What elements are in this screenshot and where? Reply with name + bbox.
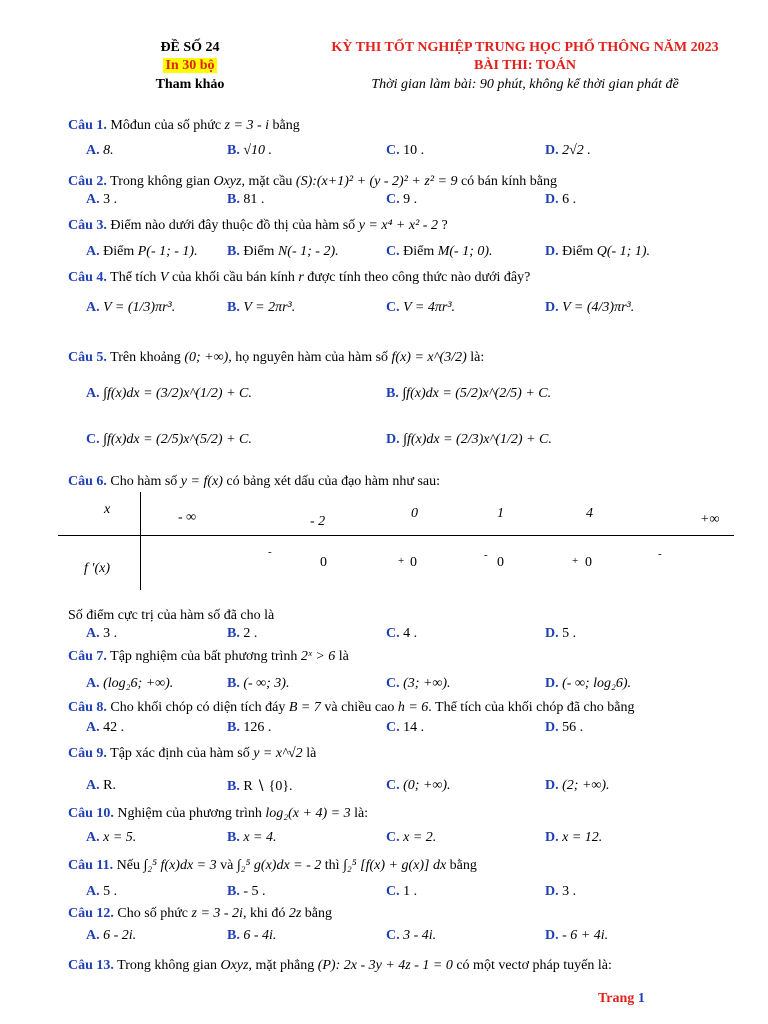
option-value: N(- 1; - 2). [277, 244, 339, 259]
option-d[interactable] [545, 192, 576, 208]
table-zero: 0 [497, 555, 504, 570]
option-c[interactable] [386, 143, 424, 159]
question-label: Câu 10. [68, 806, 114, 821]
option-label: C. [386, 928, 400, 943]
option-a[interactable] [86, 143, 114, 159]
option-label: D. [545, 300, 559, 315]
table-sign: + [572, 555, 579, 567]
option-b[interactable] [227, 143, 272, 159]
option-label: C. [386, 778, 400, 793]
option-c[interactable] [386, 300, 455, 316]
question-1 [68, 118, 300, 134]
option-value: 81 . [243, 192, 265, 207]
option-label: C. [386, 192, 400, 207]
option-c[interactable] [386, 778, 451, 794]
question-10 [68, 806, 368, 822]
option-value: 2 . [243, 626, 258, 641]
table-sign: - [484, 549, 488, 561]
table-x-value: - ∞ [178, 510, 197, 525]
option-label: D. [545, 778, 559, 793]
math-expr: ∫₂⁵ [f(x) + g(x)] dx [343, 858, 447, 873]
option-label: B. [227, 626, 240, 641]
math-expr: log₂(x + 4) = 3 [265, 806, 351, 821]
page-number: 1 [637, 991, 645, 1006]
question-tail: bằng [272, 118, 300, 133]
option-word: Điểm [103, 244, 135, 259]
option-word: Điểm [562, 244, 594, 259]
question-text: Điểm nào dưới đây thuộc đồ thị của hàm số [110, 218, 356, 233]
option-value: 14 . [403, 720, 425, 735]
math-expr: 2z [288, 906, 302, 921]
option-label: C. [386, 720, 400, 735]
option-value: (log₂6; +∞). [103, 676, 174, 691]
option-label: B. [227, 830, 240, 845]
question-label: Câu 1. [68, 118, 107, 133]
print-note: In 30 bộ [165, 58, 215, 73]
math-var: V [159, 270, 169, 285]
option-label: C. [386, 626, 400, 641]
option-value: x = 2. [403, 830, 437, 845]
table-derivative-head: f ′(x) [84, 561, 110, 576]
question-tail: được tính theo công thức nào dưới đây? [307, 270, 531, 285]
question-label: Câu 5. [68, 350, 107, 365]
option-value: 3 - 4i. [403, 928, 437, 943]
question-tail: bằng [449, 858, 477, 873]
table-x-value: 4 [586, 506, 593, 521]
question-text: Trong không gian [110, 174, 210, 189]
option-label: B. [227, 884, 240, 899]
option-label: C. [386, 676, 400, 691]
math-expr: 2ˣ > 6 [300, 649, 336, 664]
math-expr: z = 3 - i [224, 118, 269, 133]
question-label: Câu 9. [68, 746, 107, 761]
coordinate-space: Oxyz [213, 174, 242, 189]
option-value: 3 . [562, 884, 577, 899]
exam-code: ĐỀ SỐ 24 [160, 40, 220, 55]
question-7 [68, 649, 349, 665]
option-label: A. [86, 244, 100, 259]
subject-title: BÀI THI: TOÁN [474, 58, 576, 73]
coordinate-space: Oxyz [220, 958, 249, 973]
question-5 [68, 350, 484, 366]
option-value: V = 4πr³. [403, 300, 456, 315]
option-value: (2; +∞). [562, 778, 610, 793]
table-sign: - [268, 546, 272, 558]
math-expr: h = 6 [397, 700, 429, 715]
question-text: Cho khối chóp có diện tích đáy [110, 700, 286, 715]
option-value: 3 . [103, 192, 118, 207]
question-tail: ? [441, 218, 448, 233]
question-tail: có một vectơ pháp tuyến là: [456, 958, 612, 973]
question-6 [68, 474, 440, 490]
question-text: Nghiệm của phương trình [117, 806, 262, 821]
option-value: 2√2 . [562, 143, 591, 158]
option-label: D. [386, 432, 400, 447]
math-expr: ∫₂⁵ f(x)dx = 3 [143, 858, 217, 873]
option-label: A. [86, 300, 100, 315]
question-12 [68, 906, 332, 922]
question-text: Cho hàm số [110, 474, 178, 489]
option-label: B. [227, 928, 240, 943]
option-c[interactable] [386, 192, 417, 208]
question-text: Thể tích [110, 270, 157, 285]
option-label: A. [86, 928, 100, 943]
option-a[interactable] [86, 720, 124, 736]
table-zero: 0 [410, 555, 417, 570]
option-value: 6 . [562, 192, 577, 207]
question-text-2: , họ nguyên hàm của hàm số [228, 350, 389, 365]
option-value: (- ∞; 3). [243, 676, 290, 691]
question-tail: bằng [304, 906, 333, 921]
question-3 [68, 218, 448, 234]
option-value: R. [103, 778, 116, 793]
option-value: M(- 1; 0). [437, 244, 493, 259]
option-value: 42 . [103, 720, 125, 735]
option-value: 3 . [103, 626, 118, 641]
option-value: 9 . [403, 192, 418, 207]
option-label: B. [227, 676, 240, 691]
option-label: C. [386, 830, 400, 845]
option-a[interactable] [86, 386, 252, 402]
option-label: C. [386, 300, 400, 315]
question-text: Cho số phức [117, 906, 188, 921]
option-b[interactable] [227, 884, 266, 900]
option-label: D. [545, 676, 559, 691]
option-value: 6 - 4i. [243, 928, 277, 943]
option-label: D. [545, 192, 559, 207]
option-value: x = 4. [243, 830, 277, 845]
math-func: f(x) = x^(3/2) [391, 350, 467, 365]
page-word: Trang [598, 991, 635, 1006]
option-value: R ∖ {0}. [243, 779, 293, 794]
option-value: x = 5. [103, 830, 137, 845]
option-label: D. [545, 626, 559, 641]
option-a[interactable] [86, 884, 117, 900]
question-tail: là [338, 649, 349, 664]
table-zero: 0 [585, 555, 592, 570]
question-tail: là [306, 746, 317, 761]
math-expr: y = x^√2 [253, 746, 303, 761]
option-label: B. [227, 143, 240, 158]
option-b[interactable] [227, 300, 295, 316]
option-value: 4 . [403, 626, 418, 641]
math-func: y = f(x) [180, 474, 223, 489]
option-label: A. [86, 676, 100, 691]
option-label: B. [227, 244, 240, 259]
table-x-value: 1 [497, 506, 504, 521]
question-text: Nếu [116, 858, 140, 873]
table-divider [58, 535, 734, 536]
option-value: (0; +∞). [403, 778, 451, 793]
option-value: P(- 1; - 1). [137, 244, 198, 259]
question-text: Trong không gian [117, 958, 217, 973]
option-value: 1 . [403, 884, 418, 899]
option-label: A. [86, 830, 100, 845]
option-label: C. [386, 244, 400, 259]
option-value: x = 12. [562, 830, 603, 845]
table-x-value: - 2 [310, 514, 326, 529]
question-text-2: , mặt cầu [241, 174, 293, 189]
question-text: Tập nghiệm của bất phương trình [110, 649, 298, 664]
option-d[interactable] [545, 244, 650, 260]
option-label: B. [227, 192, 240, 207]
table-x-value: +∞ [700, 512, 720, 527]
question-tail: là: [470, 350, 485, 365]
question-2 [68, 174, 557, 190]
option-d[interactable] [545, 300, 634, 316]
option-b[interactable] [227, 192, 264, 208]
option-label: C. [386, 884, 400, 899]
question-text: Trên khoảng [110, 350, 181, 365]
question-label: Câu 11. [68, 858, 114, 873]
option-label: D. [545, 884, 559, 899]
question-8 [68, 700, 634, 716]
option-c[interactable] [386, 676, 451, 692]
question-label: Câu 8. [68, 700, 107, 715]
question-label: Câu 13. [68, 958, 114, 973]
question-6-followup: Số điểm cực trị của hàm số đã cho là [68, 608, 275, 623]
option-d[interactable] [545, 720, 583, 736]
option-a[interactable] [86, 830, 136, 846]
option-d[interactable] [545, 626, 576, 642]
table-sign: + [398, 555, 405, 567]
math-expr: (S):(x+1)² + (y - 2)² + z² = 9 [295, 174, 458, 189]
option-value: ∫f(x)dx = (2/3)x^(1/2) + C. [403, 432, 552, 447]
question-label: Câu 3. [68, 218, 107, 233]
option-label: A. [86, 192, 100, 207]
time-note: Thời gian làm bài: 90 phút, không kể thời gian phát đề [371, 77, 679, 92]
option-a[interactable] [86, 676, 173, 692]
page-footer [598, 991, 645, 1007]
question-tail: có bảng xét dấu của đạo hàm như sau: [226, 474, 441, 489]
option-value: 5 . [562, 626, 577, 641]
math-interval: (0; +∞) [184, 350, 229, 365]
option-label: B. [227, 720, 240, 735]
option-label: D. [545, 720, 559, 735]
table-zero: 0 [320, 555, 327, 570]
option-word: Điểm [243, 244, 275, 259]
option-d[interactable] [545, 884, 576, 900]
option-b[interactable] [227, 244, 339, 260]
option-label: D. [545, 928, 559, 943]
exam-title: KỲ THI TỐT NGHIỆP TRUNG HỌC PHỔ THÔNG NĂM 2023 [331, 40, 719, 55]
option-label: B. [386, 386, 399, 401]
question-tail: có bán kính bằng [460, 174, 557, 189]
option-value: 6 - 2i. [103, 928, 137, 943]
option-label: A. [86, 884, 100, 899]
question-13 [68, 958, 612, 974]
option-label: D. [545, 244, 559, 259]
option-label: C. [86, 432, 100, 447]
option-value: ∫f(x)dx = (5/2)x^(2/5) + C. [402, 386, 552, 401]
option-c[interactable] [386, 830, 436, 846]
option-label: A. [86, 720, 100, 735]
option-c[interactable] [386, 720, 424, 736]
option-c[interactable] [386, 244, 493, 260]
option-label: A. [86, 386, 100, 401]
question-text-2: , khi đó [242, 906, 286, 921]
option-b[interactable] [227, 928, 276, 944]
reference-label: Tham khảo [155, 77, 225, 92]
option-value: ∫f(x)dx = (3/2)x^(1/2) + C. [103, 386, 252, 401]
option-label: D. [545, 143, 559, 158]
table-x-value: 0 [411, 506, 418, 521]
option-a[interactable] [86, 928, 136, 944]
option-a[interactable] [86, 300, 175, 316]
option-value: - 6 + 4i. [562, 928, 609, 943]
math-expr: ∫₂⁵ g(x)dx = - 2 [236, 858, 322, 873]
option-a[interactable] [86, 626, 117, 642]
math-expr: B = 7 [288, 700, 321, 715]
question-label: Câu 7. [68, 649, 107, 664]
option-d[interactable] [545, 928, 608, 944]
option-d[interactable] [545, 143, 591, 159]
option-label: C. [386, 143, 400, 158]
math-var: r [298, 270, 304, 285]
option-b[interactable] [227, 676, 289, 692]
option-value: 5 . [103, 884, 118, 899]
question-text-2: của khối cầu bán kính [171, 270, 295, 285]
math-expr: (P): 2x - 3y + 4z - 1 = 0 [317, 958, 453, 973]
option-value: V = (4/3)πr³. [562, 300, 635, 315]
option-value: V = (1/3)πr³. [103, 300, 176, 315]
option-b[interactable] [227, 778, 293, 795]
option-value: V = 2πr³. [243, 300, 296, 315]
question-9 [68, 746, 316, 762]
option-value: 126 . [243, 720, 272, 735]
option-d[interactable] [545, 676, 631, 692]
question-11 [68, 858, 477, 874]
question-text-3: thì [324, 858, 340, 873]
option-label: B. [227, 779, 240, 794]
option-label: A. [86, 143, 100, 158]
question-label: Câu 12. [68, 906, 114, 921]
table-sign: - [658, 548, 662, 560]
option-c[interactable] [386, 884, 417, 900]
option-c[interactable] [386, 928, 436, 944]
option-value: Q(- 1; 1). [596, 244, 650, 259]
option-d[interactable] [545, 830, 602, 846]
math-expr: y = x⁴ + x² - 2 [358, 218, 438, 233]
option-b[interactable] [227, 720, 271, 736]
option-a[interactable] [86, 778, 116, 794]
question-label: Câu 2. [68, 174, 107, 189]
option-a[interactable] [86, 244, 198, 260]
question-text-2: , mặt phẳng [248, 958, 315, 973]
math-expr: z = 3 - 2i [191, 906, 243, 921]
option-value: 8. [103, 143, 114, 158]
option-value: 10 . [403, 143, 425, 158]
question-text: Tập xác định của hàm số [110, 746, 250, 761]
table-column-divider [140, 492, 141, 590]
option-label: D. [545, 830, 559, 845]
option-value: (- ∞; log₂6). [562, 676, 632, 691]
option-c[interactable] [86, 432, 252, 448]
question-label: Câu 4. [68, 270, 107, 285]
question-text-2: và [220, 858, 234, 873]
question-label: Câu 6. [68, 474, 107, 489]
option-b[interactable] [227, 626, 257, 642]
option-b[interactable] [386, 386, 551, 402]
option-value: ∫f(x)dx = (2/5)x^(5/2) + C. [103, 432, 252, 447]
option-value: - 5 . [243, 884, 266, 899]
option-value: 56 . [562, 720, 584, 735]
option-word: Điểm [403, 244, 435, 259]
option-d[interactable] [386, 432, 552, 448]
question-4 [68, 270, 530, 286]
option-label: B. [227, 300, 240, 315]
option-d[interactable] [545, 778, 610, 794]
question-tail: . Thể tích của khối chóp đã cho bằng [428, 700, 635, 715]
option-label: A. [86, 778, 100, 793]
option-value: √10 . [243, 143, 273, 158]
table-x-head: x [104, 502, 111, 517]
question-text-2: và chiều cao [324, 700, 395, 715]
option-label: A. [86, 626, 100, 641]
option-value: (3; +∞). [403, 676, 451, 691]
option-a[interactable] [86, 192, 117, 208]
option-c[interactable] [386, 626, 417, 642]
option-b[interactable] [227, 830, 277, 846]
question-text: Môđun của số phức [110, 118, 222, 133]
question-tail: là: [354, 806, 369, 821]
